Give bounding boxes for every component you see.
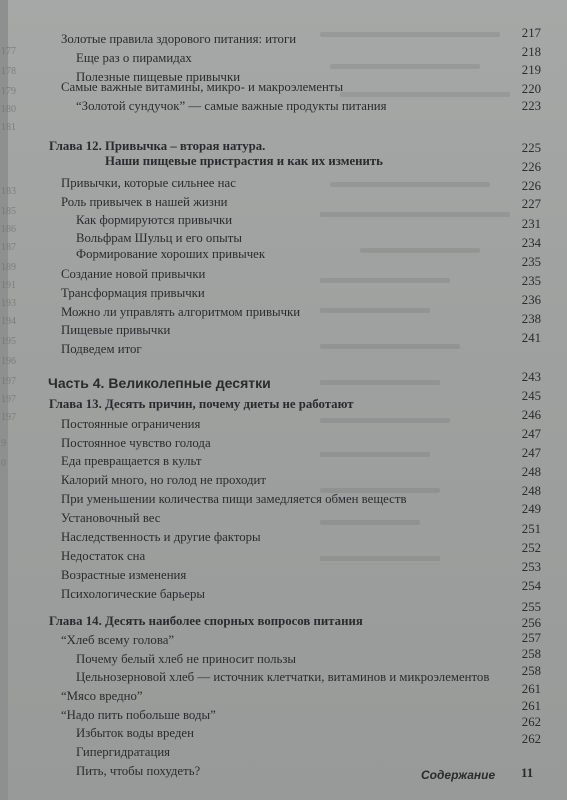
toc-entry: “Надо пить побольше воды” <box>61 708 216 722</box>
toc-entry: Роль привычек в нашей жизни <box>61 195 228 209</box>
toc-page-number: 255 <box>521 600 541 614</box>
part-title: Часть 4. Великолепные десятки <box>48 375 271 391</box>
toc-page-number: 249 <box>521 502 541 516</box>
toc-page-number: 235 <box>521 255 541 269</box>
toc-entry: Еда превращается в культ <box>61 454 202 468</box>
toc-page-number: 245 <box>521 389 541 403</box>
toc-entry: Недостаток сна <box>61 549 146 563</box>
margin-number: 177 <box>1 46 16 57</box>
margin-number: 191 <box>1 280 16 291</box>
toc-entry: Вольфрам Шульц и его опыты <box>76 231 242 245</box>
toc-page-number: 261 <box>521 682 541 696</box>
toc-entry: Почему белый хлеб не приносит пользы <box>76 652 297 666</box>
toc-entry: Постоянные ограничения <box>61 417 201 431</box>
toc-entry: Установочный вес <box>61 511 161 525</box>
toc-entry: Создание новой привычки <box>61 267 206 281</box>
margin-number: 195 <box>1 336 16 347</box>
toc-page-number: 257 <box>521 631 541 645</box>
toc-entry: Полезные пищевые привычки <box>76 70 241 84</box>
toc-entry: “Мясо вредно” <box>61 689 143 703</box>
toc-page-number: 248 <box>521 465 541 479</box>
margin-number: 197 <box>1 376 16 387</box>
toc-page-number: 236 <box>521 293 541 307</box>
chapter-title: Глава 13. Десять причин, почему диеты не работают <box>49 397 354 411</box>
margin-number: 183 <box>1 186 16 197</box>
toc-page-number: 231 <box>521 217 541 231</box>
margin-number: 197 <box>1 412 16 423</box>
toc-entry: Можно ли управлять алгоритмом привычки <box>61 305 301 319</box>
toc-page-number: 251 <box>521 522 541 536</box>
toc-page-number: 220 <box>521 82 541 96</box>
toc-page-number: 235 <box>521 274 541 288</box>
toc-page-number: 248 <box>521 484 541 498</box>
page-number: 11 <box>521 765 534 780</box>
toc-entry: Пищевые привычки <box>61 323 171 337</box>
toc-page-number: 247 <box>521 427 541 441</box>
margin-number: 189 <box>1 262 16 273</box>
toc-entry: Формирование хороших привычек <box>76 247 266 261</box>
toc-entry: Постоянное чувство голода <box>61 436 211 450</box>
toc-page-number: 241 <box>521 331 541 345</box>
margin-number: 193 <box>1 298 16 309</box>
toc-entry: Наследственность и другие факторы <box>61 530 261 544</box>
toc-entry: “Хлеб всему голова” <box>61 633 175 647</box>
toc-page-number: 247 <box>521 446 541 460</box>
toc-entry: Привычки, которые сильнее нас <box>61 176 236 190</box>
toc-entry: Гипергидратация <box>76 745 171 759</box>
margin-number: 194 <box>1 316 16 327</box>
toc-entry: При уменьшении количества пищи замедляется обмен веществ <box>61 492 407 506</box>
toc-page-number: 227 <box>521 197 541 211</box>
toc-page-number: 223 <box>521 99 541 113</box>
toc-page-number: 243 <box>521 370 541 384</box>
toc-page-number: 261 <box>521 699 541 713</box>
toc-page-number: 217 <box>521 26 541 40</box>
toc-page-number: 256 <box>521 616 541 630</box>
toc-entry: Еще раз о пирамидах <box>76 51 192 65</box>
chapter-title: Глава 12. Привычка – вторая натура. <box>49 139 266 153</box>
toc-page-number: 225 <box>521 141 541 155</box>
toc-entry: Избыток воды вреден <box>76 726 194 740</box>
toc-entry: Калорий много, но голод не проходит <box>61 473 266 487</box>
margin-number: 185 <box>1 206 16 217</box>
chapter-subtitle: Наши пищевые пристрастия и как их изменить <box>105 154 383 168</box>
margin-number: 197 <box>1 394 16 405</box>
toc-page-number: 226 <box>521 160 541 174</box>
toc-page-number: 262 <box>521 715 541 729</box>
toc-page-number: 253 <box>521 560 541 574</box>
toc-page-number: 258 <box>521 664 541 678</box>
toc-entry: Пить, чтобы похудеть? <box>76 764 201 778</box>
toc-page-number: 226 <box>521 179 541 193</box>
margin-number: 179 <box>1 86 16 97</box>
margin-number: 178 <box>1 66 16 77</box>
margin-number: 180 <box>1 104 16 115</box>
toc-entry: “Золотой сундучок” — самые важные продукты питания <box>76 99 387 113</box>
toc-entry: Самые важные витамины, микро- и макроэлементы <box>61 80 344 94</box>
margin-number: 186 <box>1 224 16 235</box>
toc-entry: Цельнозерновой хлеб — источник клетчатки, витаминов и микроэлементов <box>76 670 490 684</box>
toc-entry: Золотые правила здорового питания: итоги <box>61 32 297 46</box>
toc-entry: Как формируются привычки <box>76 213 233 227</box>
toc-page-number: 218 <box>521 45 541 59</box>
toc-page-number: 246 <box>521 408 541 422</box>
toc-page-number: 238 <box>521 312 541 326</box>
toc-entry: Возрастные изменения <box>61 568 187 582</box>
running-footer-title: Содержание <box>421 768 496 782</box>
margin-number: 196 <box>1 356 16 367</box>
margin-number: 181 <box>1 122 16 133</box>
toc-page-number: 252 <box>521 541 541 555</box>
toc-page-number: 254 <box>521 579 541 593</box>
toc-entry: Психологические барьеры <box>61 587 205 601</box>
margin-number: 9 <box>1 438 6 449</box>
margin-number: 0 <box>1 458 6 469</box>
toc-entry: Подведем итог <box>61 342 142 356</box>
toc-page-number: 219 <box>521 63 541 77</box>
toc-page-number: 234 <box>521 236 541 250</box>
toc-page-number: 258 <box>521 647 541 661</box>
toc-page-number: 262 <box>521 732 541 746</box>
toc-entry: Трансформация привычки <box>61 286 205 300</box>
margin-number: 187 <box>1 242 16 253</box>
chapter-title: Глава 14. Десять наиболее спорных вопросов питания <box>49 614 363 628</box>
